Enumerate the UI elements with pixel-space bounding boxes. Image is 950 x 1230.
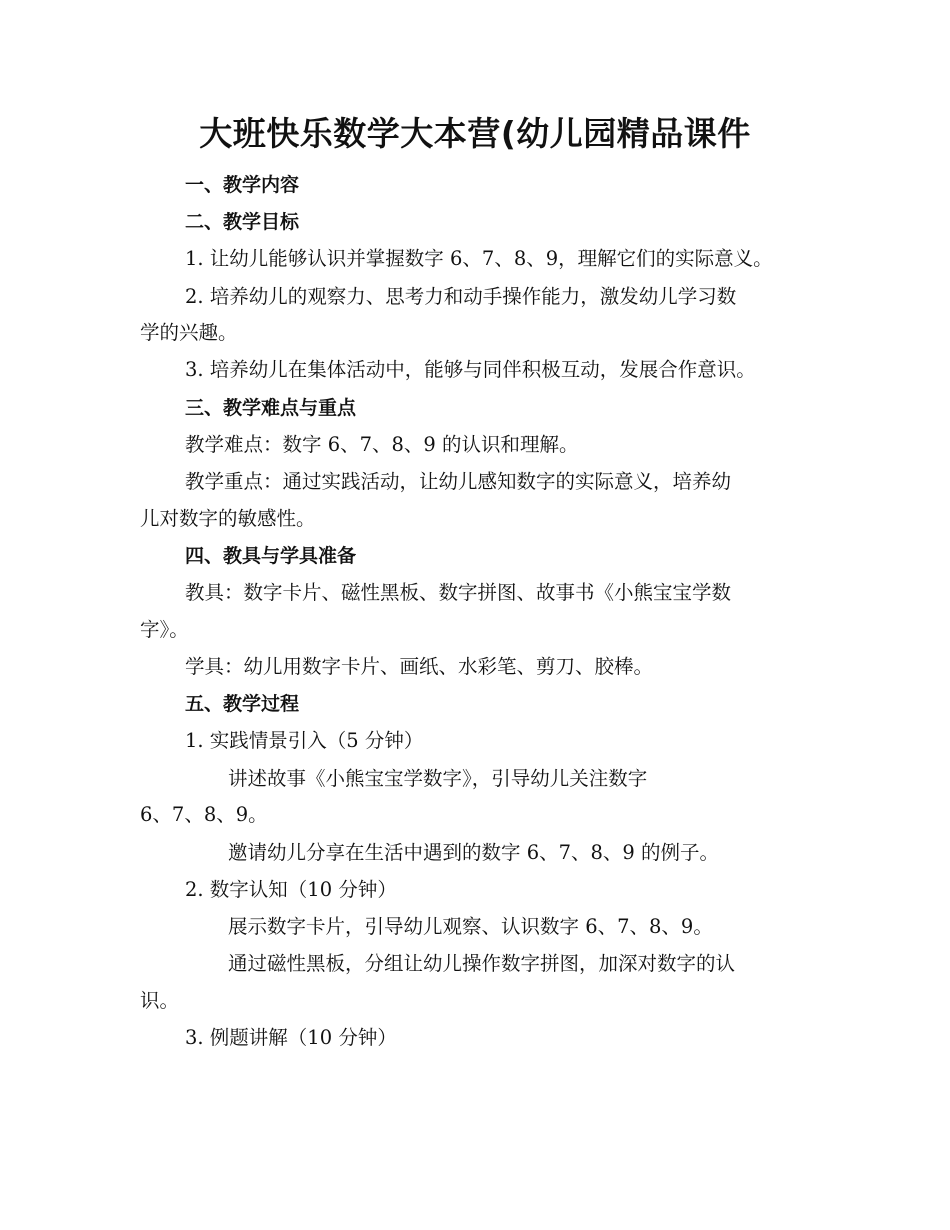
teacher-materials: 教具：数字卡片、磁性黑板、数字拼图、故事书《小熊宝宝学数 (185, 581, 732, 604)
teacher-materials-continued: 字》。 (140, 618, 189, 641)
goal-item-3: 3. 培养幼儿在集体活动中，能够与同伴积极互动，发展合作意识。 (185, 358, 756, 381)
process-step-2-detail-b: 通过磁性黑板，分组让幼儿操作数字拼图，加深对数字的认 (228, 952, 736, 975)
process-step-1-detail-a: 讲述故事《小熊宝宝学数字》，引导幼儿关注数字 (228, 767, 648, 790)
goal-item-1: 1. 让幼儿能够认识并掌握数字 6、7、8、9，理解它们的实际意义。 (185, 247, 773, 270)
focus-text-continued: 儿对数字的敏感性。 (140, 507, 316, 530)
process-step-3: 3. 例题讲解（10 分钟） (185, 1026, 397, 1049)
process-step-2-detail-b-continued: 识。 (140, 989, 180, 1012)
process-step-2-detail-a: 展示数字卡片，引导幼儿观察、认识数字 6、7、8、9。 (228, 915, 713, 938)
section-heading-difficulty: 三、教学难点与重点 (185, 397, 357, 419)
focus-text: 教学重点：通过实践活动，让幼儿感知数字的实际意义，培养幼 (185, 470, 732, 493)
difficulty-text: 教学难点：数字 6、7、8、9 的认识和理解。 (185, 433, 579, 456)
process-step-1: 1. 实践情景引入（5 分钟） (185, 729, 424, 752)
process-step-1-detail-b: 邀请幼儿分享在生活中遇到的数字 6、7、8、9 的例子。 (228, 841, 720, 864)
process-step-1-detail-a-continued: 6、7、8、9。 (140, 803, 268, 826)
section-heading-goals: 二、教学目标 (185, 211, 300, 233)
goal-item-2: 2. 培养幼儿的观察力、思考力和动手操作能力，激发幼儿学习数 (185, 285, 737, 308)
section-heading-materials: 四、教具与学具准备 (185, 545, 357, 567)
section-heading-process: 五、教学过程 (185, 693, 300, 715)
process-step-2: 2. 数字认知（10 分钟） (185, 878, 397, 901)
student-materials: 学具：幼儿用数字卡片、画纸、水彩笔、剪刀、胶棒。 (185, 655, 654, 678)
goal-item-2-continued: 学的兴趣。 (140, 321, 238, 344)
document-title: 大班快乐数学大本营(幼儿园精品课件 (199, 114, 751, 153)
section-heading-content: 一、教学内容 (185, 174, 300, 196)
